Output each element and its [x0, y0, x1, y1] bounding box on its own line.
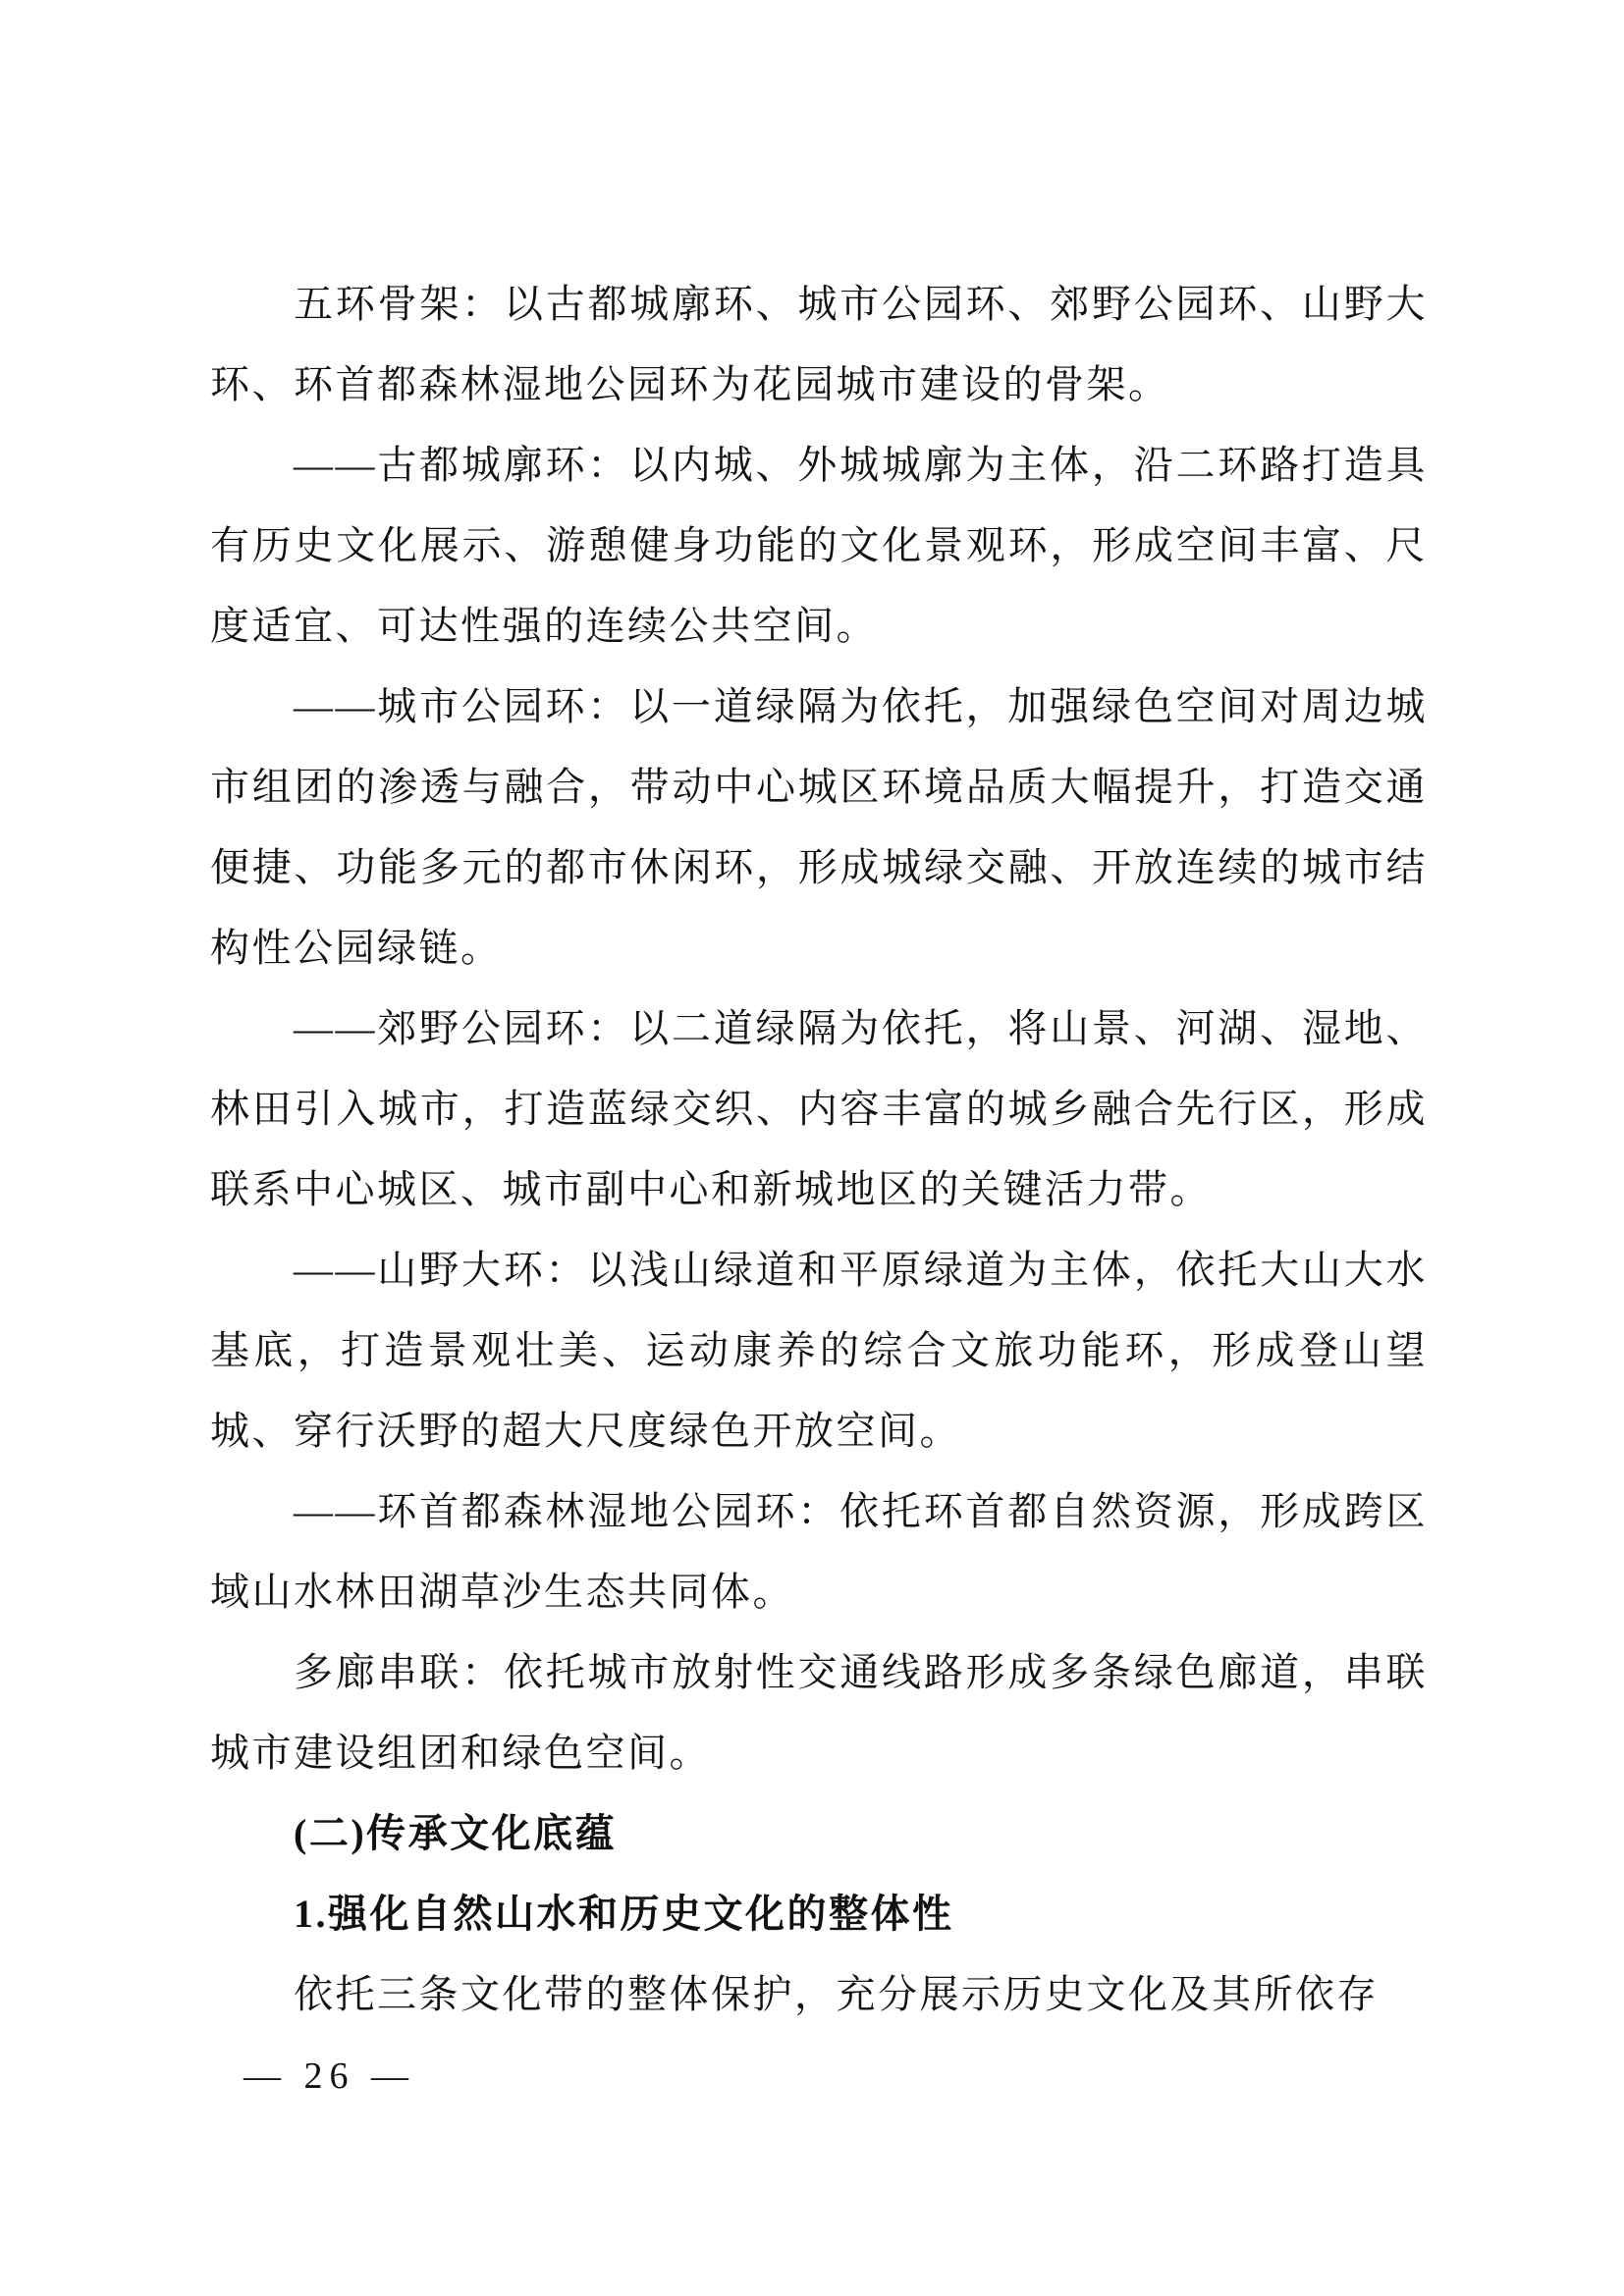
body-paragraph: ——郊野公园环：以二道绿隔为依托，将山景、河湖、湿地、林田引入城市，打造蓝绿交织、内容丰富的城乡融合先行区，形成联系中心城区、城市副中心和新城地区的关键活力带。 [210, 1006, 1428, 1211]
document-body [210, 264, 1428, 2035]
page-number: — 26 — [244, 2056, 415, 2097]
section-heading: 1.强化自然山水和历史文化的整体性 [294, 1892, 954, 1936]
body-paragraph: 五环骨架：以古都城廓环、城市公园环、郊野公园环、山野大环、环首都森林湿地公园环为花园城市建设的骨架。 [210, 282, 1428, 406]
body-paragraph: 多廊串联：依托城市放射性交通线路形成多条绿色廊道，串联城市建设组团和绿色空间。 [210, 1650, 1428, 1775]
body-paragraph: ——环首都森林湿地公园环：依托环首都自然资源，形成跨区域山水林田湖草沙生态共同体。 [210, 1489, 1428, 1614]
section-heading: (二)传承文化底蕴 [294, 1811, 618, 1855]
body-paragraph: ——古都城廓环：以内城、外城城廓为主体，沿二环路打造具有历史文化展示、游憩健身功能的文化景观环，形成空间丰富、尺度适宜、可达性强的连续公共空间。 [210, 443, 1428, 648]
body-paragraph: ——山野大环：以浅山绿道和平原绿道为主体，依托大山大水基底，打造景观壮美、运动康养的综合文旅功能环，形成登山望城、穿行沃野的超大尺度绿色开放空间。 [210, 1248, 1428, 1453]
body-paragraph: ——城市公园环：以一道绿隔为依托，加强绿色空间对周边城市组团的渗透与融合，带动中心城区环境品质大幅提升，打造交通便捷、功能多元的都市休闲环，形成城绿交融、开放连续的城市结构性公园绿链。 [210, 684, 1428, 970]
body-paragraph: 依托三条文化带的整体保护，充分展示历史文化及其所依存 [294, 1972, 1379, 2016]
